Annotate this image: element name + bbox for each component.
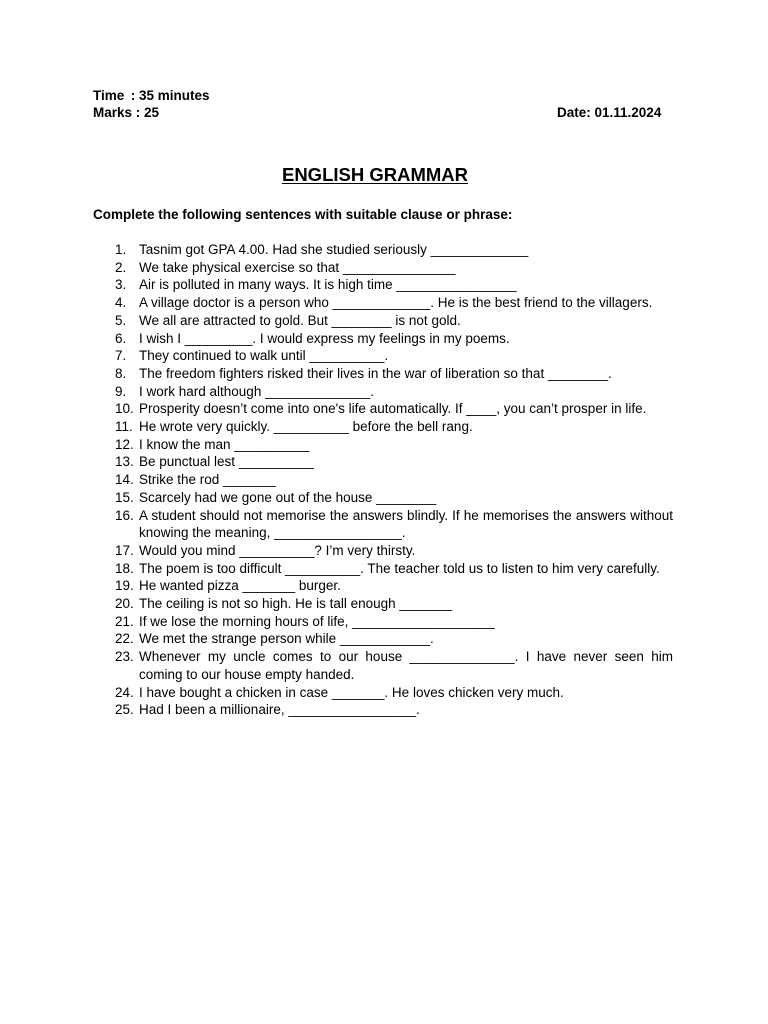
- question-number: 4.: [115, 295, 127, 311]
- question-text: I know the man __________: [139, 436, 310, 452]
- question-number: 2.: [115, 259, 127, 275]
- question-number: 21.: [115, 613, 134, 629]
- question-text: Air is polluted in many ways. It is high time ________________: [139, 277, 517, 293]
- question-item: [115, 418, 673, 436]
- question-text: They continued to walk until __________.: [139, 348, 389, 364]
- question-number: 15.: [115, 489, 134, 505]
- marks-line: [93, 104, 159, 121]
- question-text: If we lose the morning hours of life, ___________________: [139, 613, 495, 629]
- question-number: 12.: [115, 436, 134, 452]
- question-item: [115, 259, 673, 277]
- question-text: Scarcely had we gone out of the house ________: [139, 489, 437, 505]
- marks-label: Marks: [93, 105, 133, 120]
- question-item: [115, 453, 673, 471]
- question-item: [115, 648, 673, 683]
- question-number: 3.: [115, 277, 127, 293]
- question-text: He wrote very quickly. __________ before the bell rang.: [139, 419, 473, 435]
- question-number: 11.: [115, 419, 133, 435]
- question-number: 6.: [115, 330, 127, 346]
- time-line: [93, 87, 210, 104]
- question-number: 8.: [115, 365, 127, 381]
- question-number: 7.: [115, 348, 127, 364]
- question-text: Would you mind __________? I’m very thirsty.: [139, 542, 416, 558]
- question-number: 23.: [115, 649, 134, 665]
- question-item: [115, 489, 673, 507]
- question-text: I wish I _________. I would express my feelings in my poems.: [139, 330, 510, 346]
- question-text: The poem is too difficult __________. The teacher told us to listen to him very carefully.: [139, 560, 660, 576]
- question-item: [115, 347, 673, 365]
- question-text: I have bought a chicken in case _______. He loves chicken very much.: [139, 684, 564, 700]
- question-number: 18.: [115, 560, 134, 576]
- question-text: The freedom fighters risked their lives in the war of liberation so that ________.: [139, 365, 612, 381]
- question-item: [115, 241, 673, 259]
- question-item: [115, 330, 673, 348]
- question-item: [115, 365, 673, 383]
- question-item: [115, 684, 673, 702]
- question-text: Be punctual lest __________: [139, 454, 314, 470]
- question-number: 14.: [115, 472, 134, 488]
- question-text: Tasnim got GPA 4.00. Had she studied seriously _____________: [139, 242, 529, 257]
- question-item: [115, 471, 673, 489]
- question-text: A village doctor is a person who _____________. He is the best friend to the villagers.: [139, 295, 653, 311]
- question-text: Whenever my uncle comes to our house ______________. I have never seen him coming to our house empty handed.: [139, 649, 673, 682]
- instruction-text: Complete the following sentences with suitable clause or phrase:: [93, 207, 513, 222]
- question-item: [115, 701, 673, 719]
- page-title: ENGLISH GRAMMAR: [281, 164, 469, 185]
- question-item: [115, 560, 673, 578]
- question-text: He wanted pizza _______ burger.: [139, 578, 341, 594]
- question-number: 22.: [115, 631, 134, 647]
- question-number: 5.: [115, 312, 127, 328]
- time-label: Time: [93, 88, 125, 103]
- question-item: [115, 630, 673, 648]
- question-item: [115, 276, 673, 294]
- question-text: Prosperity doesn’t come into one's life automatically. If ____, you can’t prosper in life.: [139, 401, 647, 417]
- question-number: 24.: [115, 684, 134, 700]
- question-item: [115, 400, 673, 418]
- question-item: [115, 507, 673, 542]
- question-item: [115, 595, 673, 613]
- question-number: 10.: [115, 401, 134, 417]
- question-text: Strike the rod _______: [139, 472, 276, 488]
- question-list: [115, 241, 673, 719]
- question-item: [115, 542, 673, 560]
- question-text: A student should not memorise the answers blindly. If he memorises the answers without knowing the meaning, _________________.: [139, 507, 673, 541]
- question-number: 9.: [115, 383, 127, 399]
- question-text: The ceiling is not so high. He is tall enough _______: [139, 596, 452, 612]
- question-number: 16.: [115, 507, 134, 523]
- question-item: [115, 613, 673, 631]
- question-item: [115, 312, 673, 330]
- time-value: : 35 minutes: [130, 88, 210, 103]
- question-text: Had I been a millionaire, _________________.: [139, 702, 420, 718]
- question-item: [115, 383, 673, 401]
- question-item: [115, 294, 673, 312]
- question-text: We met the strange person while ____________.: [139, 631, 434, 647]
- marks-value: : 25: [135, 105, 160, 120]
- question-number: 17.: [115, 542, 134, 558]
- question-number: 13.: [115, 454, 134, 470]
- question-text: We all are attracted to gold. But ________ is not gold.: [139, 312, 461, 328]
- question-number: 1.: [115, 242, 127, 257]
- question-text: We take physical exercise so that _______________: [139, 259, 456, 275]
- question-number: 19.: [115, 578, 134, 594]
- question-item: [115, 436, 673, 454]
- question-number: 20.: [115, 596, 134, 612]
- question-number: 25.: [115, 702, 134, 718]
- date-text: Date: 01.11.2024: [557, 105, 662, 120]
- question-item: [115, 577, 673, 595]
- question-text: I work hard although ______________.: [139, 383, 374, 399]
